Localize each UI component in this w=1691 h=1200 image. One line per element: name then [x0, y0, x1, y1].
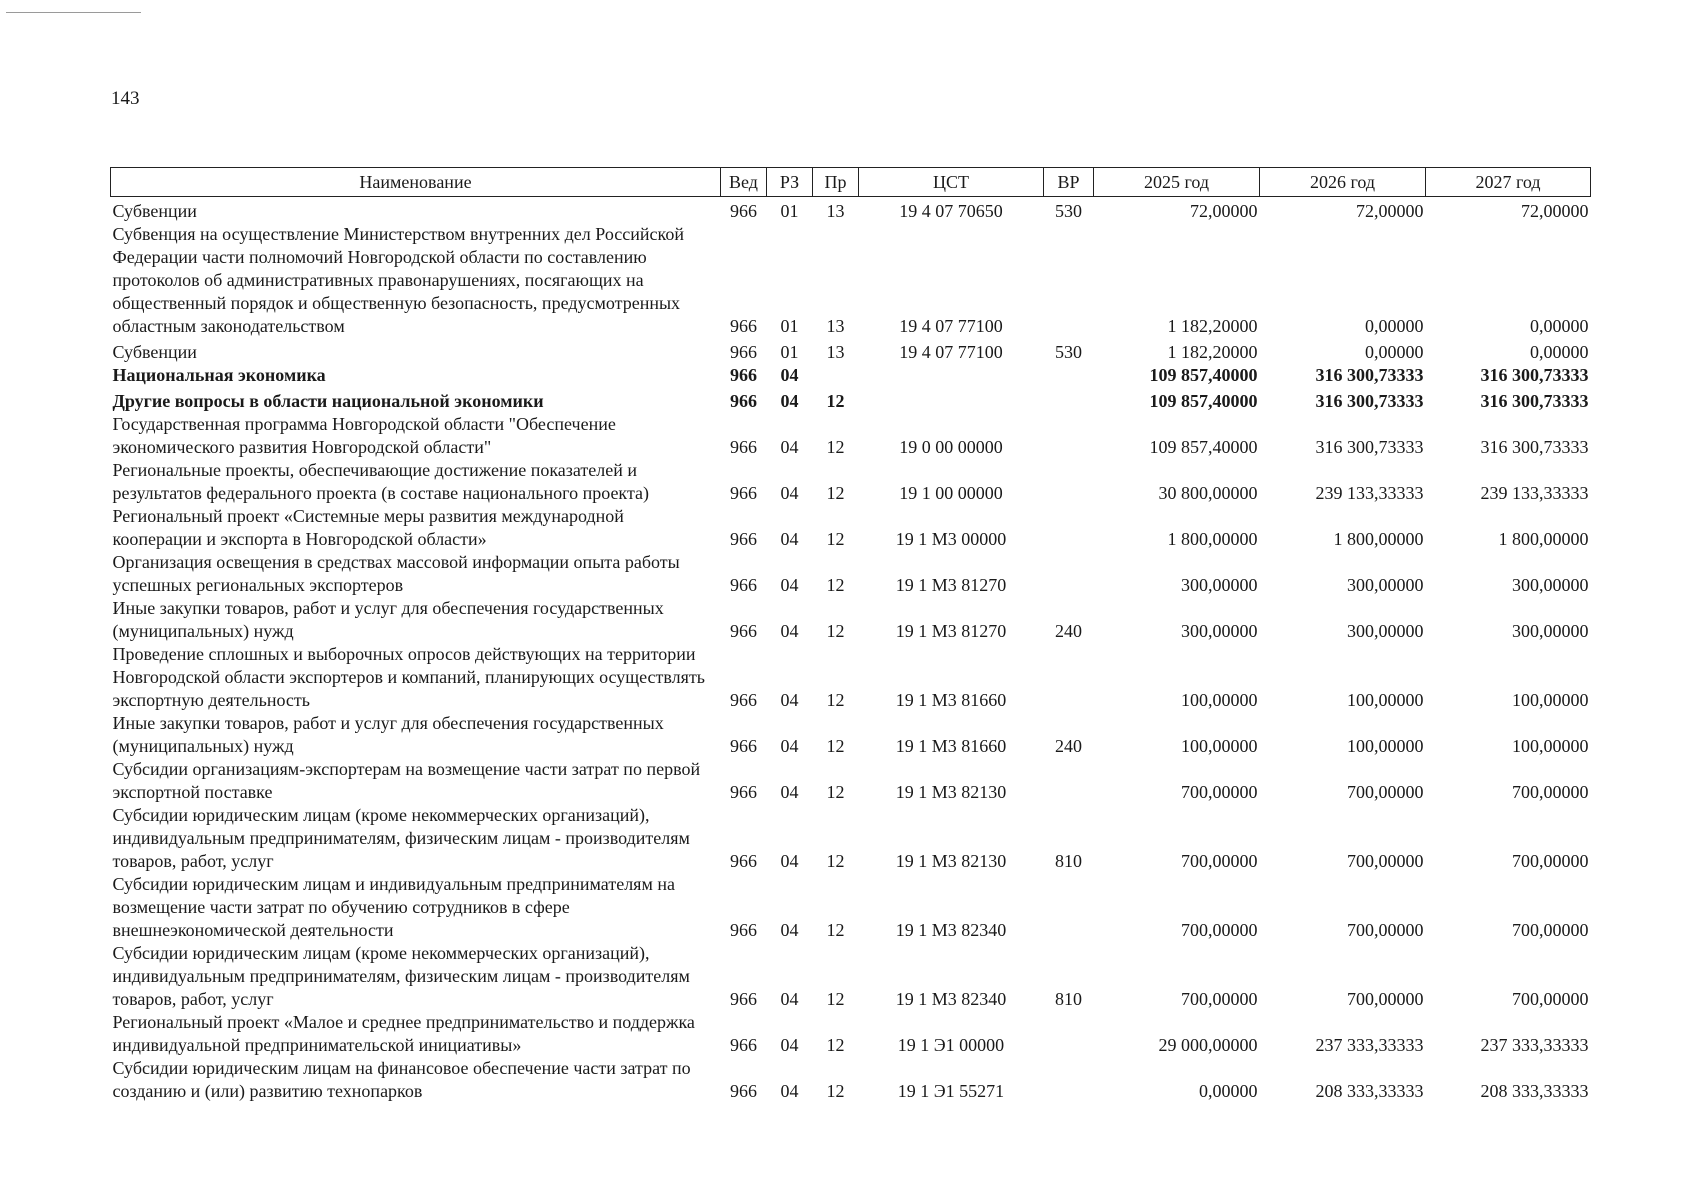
- row-ved: 966: [730, 316, 757, 336]
- row-2025: 300,00000: [1181, 575, 1258, 595]
- row-name: Организация освещения в средствах массовой информации опыта работы успешных региональных экспортеров: [112, 552, 680, 595]
- row-2025: 29 000,00000: [1158, 1035, 1258, 1055]
- row-cst: 19 0 00 00000: [899, 437, 1003, 457]
- header-2025: 2025 год: [1094, 168, 1260, 197]
- row-vr: [1044, 413, 1094, 459]
- row-rz: 01: [780, 316, 799, 336]
- row-cst: 19 1 М3 82130: [895, 851, 1007, 871]
- row-pr: 13: [826, 201, 845, 221]
- row-ved: 966: [730, 989, 757, 1009]
- header-2026: 2026 год: [1260, 168, 1426, 197]
- row-cst: 19 1 М3 81270: [895, 575, 1007, 595]
- row-vr: [1044, 459, 1094, 505]
- row-ved: 966: [730, 920, 757, 940]
- row-vr: 240: [1055, 736, 1082, 756]
- row-rz: 04: [780, 575, 799, 595]
- row-pr: 12: [826, 920, 845, 940]
- row-2027: 100,00000: [1512, 690, 1589, 710]
- table-row: [111, 197, 1591, 224]
- row-2025: 700,00000: [1181, 782, 1258, 802]
- row-2025: 109 857,40000: [1149, 391, 1258, 411]
- header-name: Наименование: [111, 168, 721, 197]
- table-header-row: [111, 168, 1591, 197]
- row-rz: 01: [780, 201, 799, 221]
- row-ved: 966: [730, 483, 757, 503]
- row-rz: 01: [780, 342, 799, 362]
- row-2027: 237 333,33333: [1480, 1035, 1589, 1055]
- row-rz: 04: [780, 989, 799, 1009]
- row-vr: [1044, 387, 1094, 413]
- row-pr: 12: [826, 1081, 845, 1101]
- row-cst: [859, 387, 1044, 413]
- row-2027: 239 133,33333: [1480, 483, 1589, 503]
- row-ved: 966: [730, 690, 757, 710]
- row-rz: 04: [780, 529, 799, 549]
- row-vr: 810: [1055, 851, 1082, 871]
- table-row: [111, 387, 1591, 413]
- row-2025: 700,00000: [1181, 851, 1258, 871]
- row-2025: 72,00000: [1190, 201, 1258, 221]
- row-2027: 0,00000: [1530, 342, 1589, 362]
- row-name: Субсидии юридическим лицам (кроме некоммерческих организаций), индивидуальным предпринимателям, физическим лицам - производителям товаров, работ, услуг: [112, 943, 690, 1009]
- row-ved: 966: [730, 782, 757, 802]
- row-name: Региональный проект «Системные меры развития международной кооперации и экспорта в Новгородской области»: [112, 506, 624, 549]
- table-row: [111, 223, 1591, 338]
- row-name: Субсидии юридическим лицам (кроме некоммерческих организаций), индивидуальным предпринимателям, физическим лицам - производителям товаров, работ, услуг: [112, 805, 690, 871]
- row-ved: 966: [730, 365, 757, 385]
- row-rz: 04: [780, 621, 799, 641]
- row-2025: 100,00000: [1181, 690, 1258, 710]
- row-cst: 19 1 М3 00000: [895, 529, 1007, 549]
- row-cst: 19 1 00 00000: [899, 483, 1003, 503]
- row-rz: 04: [780, 851, 799, 871]
- row-2027: 100,00000: [1512, 736, 1589, 756]
- row-vr: 810: [1055, 989, 1082, 1009]
- row-2026: 72,00000: [1356, 201, 1424, 221]
- budget-table: [110, 167, 1591, 1103]
- row-name: Национальная экономика: [112, 365, 326, 385]
- row-name: Другие вопросы в области национальной экономики: [112, 391, 544, 411]
- row-2026: 316 300,73333: [1315, 365, 1424, 385]
- table-row: [111, 413, 1591, 459]
- table-row: [111, 643, 1591, 712]
- row-ved: 966: [730, 575, 757, 595]
- row-pr: 12: [826, 851, 845, 871]
- row-2027: 0,00000: [1530, 316, 1589, 336]
- table-row: [111, 597, 1591, 643]
- row-cst: 19 1 М3 82340: [895, 920, 1007, 940]
- row-cst: [859, 364, 1044, 387]
- row-2025: 300,00000: [1181, 621, 1258, 641]
- table-row: [111, 804, 1591, 873]
- row-vr: [1044, 505, 1094, 551]
- row-rz: 04: [780, 782, 799, 802]
- header-cst: ЦСТ: [859, 168, 1044, 197]
- row-2027: 1 800,00000: [1498, 529, 1589, 549]
- row-cst: 19 1 М3 81660: [895, 736, 1007, 756]
- row-rz: 04: [780, 736, 799, 756]
- row-name: Субвенция на осуществление Министерством внутренних дел Российской Федерации части полномочий Новгородской области по составлению протоколов об административных правонарушениях, посягающих на общественный порядок и общественную безопасность, предусмотренных областным законодательством: [112, 224, 684, 336]
- row-rz: 04: [780, 437, 799, 457]
- row-ved: 966: [730, 391, 757, 411]
- row-name: Региональные проекты, обеспечивающие достижение показателей и результатов федерального проекта (в составе национального проекта): [112, 460, 650, 503]
- row-cst: 19 1 Э1 55271: [897, 1081, 1005, 1101]
- table-row: [111, 505, 1591, 551]
- row-2025: 100,00000: [1181, 736, 1258, 756]
- row-vr: [1044, 223, 1094, 338]
- row-rz: 04: [780, 1035, 799, 1055]
- row-rz: 04: [780, 690, 799, 710]
- row-vr: [1044, 873, 1094, 942]
- row-vr: 530: [1055, 201, 1082, 221]
- row-2027: 700,00000: [1512, 851, 1589, 871]
- row-pr: 12: [826, 391, 845, 411]
- row-cst: 19 4 07 77100: [899, 316, 1003, 336]
- header-ved: Вед: [721, 168, 767, 197]
- scan-edge-mark: [6, 12, 141, 13]
- row-cst: 19 4 07 70650: [899, 201, 1003, 221]
- row-name: Субсидии организациям-экспортерам на возмещение части затрат по первой экспортной поставке: [112, 759, 701, 802]
- row-2026: 700,00000: [1347, 989, 1424, 1009]
- page-number: 143: [111, 88, 140, 109]
- row-2026: 700,00000: [1347, 920, 1424, 940]
- row-2026: 0,00000: [1365, 316, 1424, 336]
- row-cst: 19 1 М3 81270: [895, 621, 1007, 641]
- row-ved: 966: [730, 342, 757, 362]
- row-cst: 19 4 07 77100: [899, 342, 1003, 362]
- row-vr: [1044, 551, 1094, 597]
- row-ved: 966: [730, 1081, 757, 1101]
- row-2026: 316 300,73333: [1315, 391, 1424, 411]
- row-pr: 12: [826, 690, 845, 710]
- header-vr: ВР: [1044, 168, 1094, 197]
- row-pr: 12: [826, 621, 845, 641]
- row-vr: [1044, 758, 1094, 804]
- row-pr: 12: [826, 1035, 845, 1055]
- row-2026: 700,00000: [1347, 782, 1424, 802]
- row-2026: 1 800,00000: [1333, 529, 1424, 549]
- table-row: [111, 873, 1591, 942]
- row-ved: 966: [730, 851, 757, 871]
- row-2026: 239 133,33333: [1315, 483, 1424, 503]
- row-2027: 316 300,73333: [1480, 391, 1589, 411]
- row-2027: 700,00000: [1512, 989, 1589, 1009]
- row-vr: [1044, 643, 1094, 712]
- row-vr: [1044, 1057, 1094, 1103]
- row-name: Субсидии юридическим лицам и индивидуальным предпринимателям на возмещение части затрат по обучению сотрудников в сфере внешнеэкономической деятельности: [112, 874, 675, 940]
- row-2025: 1 182,20000: [1167, 342, 1258, 362]
- row-2025: 109 857,40000: [1149, 437, 1258, 457]
- row-name: Проведение сплошных и выборочных опросов действующих на территории Новгородской области экспортеров и компаний, планирующих осуществлять экспортную деятельность: [112, 644, 706, 710]
- row-pr: 12: [826, 782, 845, 802]
- row-name: Субвенции: [112, 201, 197, 221]
- row-rz: 04: [780, 920, 799, 940]
- row-name: Иные закупки товаров, работ и услуг для обеспечения государственных (муниципальных) нужд: [112, 598, 664, 641]
- row-vr: 530: [1055, 342, 1082, 362]
- row-name: Иные закупки товаров, работ и услуг для обеспечения государственных (муниципальных) нужд: [112, 713, 664, 756]
- row-pr: 13: [826, 342, 845, 362]
- table-row: [111, 551, 1591, 597]
- row-rz: 04: [780, 391, 799, 411]
- row-cst: 19 1 Э1 00000: [897, 1035, 1005, 1055]
- row-pr: 12: [826, 736, 845, 756]
- row-vr: [1044, 364, 1094, 387]
- row-name: Субвенции: [112, 342, 197, 362]
- row-2025: 700,00000: [1181, 989, 1258, 1009]
- row-pr: [813, 364, 859, 387]
- row-cst: 19 1 М3 82340: [895, 989, 1007, 1009]
- row-cst: 19 1 М3 81660: [895, 690, 1007, 710]
- row-2025: 30 800,00000: [1158, 483, 1258, 503]
- row-rz: 04: [780, 483, 799, 503]
- row-rz: 04: [780, 1081, 799, 1101]
- table-row: [111, 942, 1591, 1011]
- table-row: [111, 364, 1591, 387]
- row-pr: 12: [826, 483, 845, 503]
- row-cst: 19 1 М3 82130: [895, 782, 1007, 802]
- row-2027: 700,00000: [1512, 920, 1589, 940]
- table-row: [111, 1011, 1591, 1057]
- row-name: Субсидии юридическим лицам на финансовое обеспечение части затрат по созданию и (или) развитию технопарков: [112, 1058, 691, 1101]
- row-2027: 316 300,73333: [1480, 365, 1589, 385]
- row-2026: 0,00000: [1365, 342, 1424, 362]
- row-2026: 237 333,33333: [1315, 1035, 1424, 1055]
- row-pr: 12: [826, 437, 845, 457]
- row-ved: 966: [730, 621, 757, 641]
- row-ved: 966: [730, 736, 757, 756]
- row-pr: 12: [826, 575, 845, 595]
- header-2027: 2027 год: [1426, 168, 1591, 197]
- table-row: [111, 338, 1591, 364]
- row-2025: 1 800,00000: [1167, 529, 1258, 549]
- row-pr: 12: [826, 989, 845, 1009]
- row-ved: 966: [730, 201, 757, 221]
- row-name: Региональный проект «Малое и среднее предпринимательство и поддержка индивидуальной предпринимательской инициативы»: [112, 1012, 695, 1055]
- row-2025: 1 182,20000: [1167, 316, 1258, 336]
- row-2027: 316 300,73333: [1480, 437, 1589, 457]
- row-2027: 700,00000: [1512, 782, 1589, 802]
- row-pr: 12: [826, 529, 845, 549]
- row-2026: 300,00000: [1347, 621, 1424, 641]
- row-2026: 100,00000: [1347, 736, 1424, 756]
- row-2027: 72,00000: [1521, 201, 1589, 221]
- row-2025: 700,00000: [1181, 920, 1258, 940]
- row-2025: 109 857,40000: [1149, 365, 1258, 385]
- header-rz: РЗ: [767, 168, 813, 197]
- table-row: [111, 712, 1591, 758]
- row-name: Государственная программа Новгородской области "Обеспечение экономического развития Новгородской области": [112, 414, 616, 457]
- row-vr: 240: [1055, 621, 1082, 641]
- row-2026: 100,00000: [1347, 690, 1424, 710]
- table-row: [111, 1057, 1591, 1103]
- row-pr: 13: [826, 316, 845, 336]
- row-ved: 966: [730, 437, 757, 457]
- row-rz: 04: [780, 365, 799, 385]
- header-pr: Пр: [813, 168, 859, 197]
- row-vr: [1044, 1011, 1094, 1057]
- row-2027: 300,00000: [1512, 621, 1589, 641]
- row-2027: 300,00000: [1512, 575, 1589, 595]
- row-2026: 300,00000: [1347, 575, 1424, 595]
- row-ved: 966: [730, 1035, 757, 1055]
- row-2026: 208 333,33333: [1315, 1081, 1424, 1101]
- row-2026: 316 300,73333: [1315, 437, 1424, 457]
- row-ved: 966: [730, 529, 757, 549]
- row-2025: 0,00000: [1199, 1081, 1258, 1101]
- row-2026: 700,00000: [1347, 851, 1424, 871]
- table-row: [111, 459, 1591, 505]
- table-row: [111, 758, 1591, 804]
- row-2027: 208 333,33333: [1480, 1081, 1589, 1101]
